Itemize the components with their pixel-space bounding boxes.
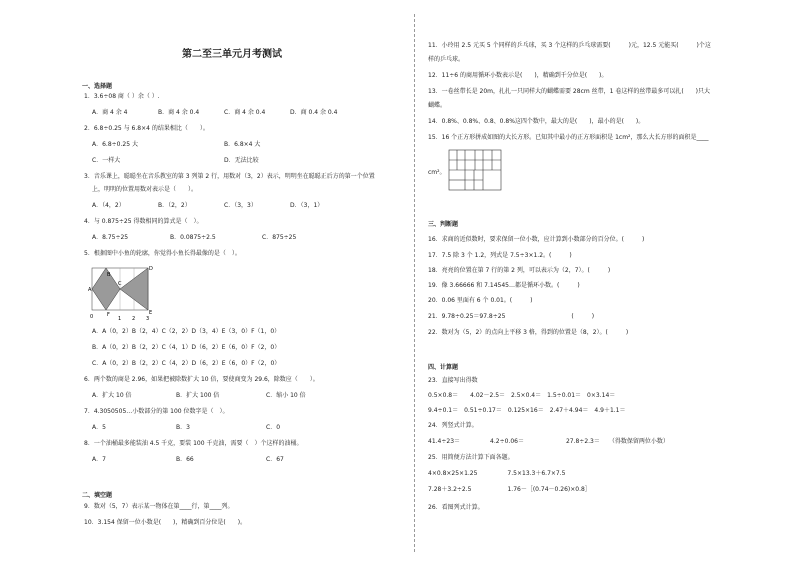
q1-c: C．商 4 余 0.4 (224, 109, 266, 116)
section-choice: 一、选择题 (82, 83, 113, 90)
right-column (418, 0, 794, 562)
q2-d: D．无法比较 (224, 157, 259, 164)
q8-b: B．66 (176, 456, 194, 463)
q11-line1: 11．小玲用 2.5 元买 5 个同样的乒乓球，买 3 个这样的乒乓球需要( )元，12.5 元能买( )个这 (428, 42, 711, 49)
q26: 26．看图列式计算。 (428, 504, 484, 511)
q5: 5．根据图中小鱼的轮廓，你觉得小鱼长得最像的是（ ）。 (84, 250, 241, 257)
q7: 7．4.3050505…小数部分的第 100 位数字是（ ）。 (84, 408, 229, 415)
q8-c: C．67 (266, 456, 284, 463)
tick-2: 2 (132, 316, 136, 322)
q18: 18．亮亮的位置在第 7 行的第 2 列，可以表示为（2，7）。( ) (428, 267, 611, 274)
q1-b: B．商 4 余 0.4 (158, 109, 200, 116)
column-divider (414, 14, 415, 552)
q12: 12．11÷6 的商用循环小数表示是( )，精确到千分位是( )。 (428, 72, 608, 79)
q9: 9．数对（5，7）表示某一物体在第____行，第____列。 (84, 503, 234, 510)
q2-a: A．6.8÷0.25 大 (92, 141, 138, 148)
label-d: D (149, 266, 153, 272)
q3-b: B．（2，2） (158, 202, 191, 209)
q22: 22．数对为（5，2）的点向上平移 3 格，得到的位置是（8，2）。( ) (428, 329, 629, 336)
label-e: E (149, 310, 153, 316)
q14: 14．0.8%、0.8%、0.8、0.8%这四个数中，最大的是( )，最小的是( )。 (428, 118, 645, 125)
q8: 8．一个油桶最多能装油 4.5 千克，要装 100 千克油，需要（ ）个这样的油桶。 (84, 440, 303, 447)
q8-a: A．7 (92, 456, 106, 463)
q21: 21．9.78÷0.25＝97.8÷25 ( ) (428, 313, 595, 320)
q6: 6．两个数的商是 2.96，如果把被除数扩大 10 倍，要使商变为 29.6，除数应（ ）。 (84, 376, 319, 383)
tick-3: 3 (146, 316, 150, 322)
label-b: B (107, 272, 111, 278)
q7-a: A．5 (92, 424, 106, 431)
q13-line1: 13．一卷丝带长是 20m，扎扎一只同样大的蝴蝶需要 28cm 丝带，1 卷这样的丝带最多可以扎( )只大 (428, 88, 711, 95)
q5-b: B．A（0，2）B（2，2）C（4，1）D（6，2）E（6，0）F（2，0） (92, 344, 281, 351)
q23-row1: 0.5×0.8＝ 4.02－2.5＝ 2.5×0.4＝ 1.5÷0.01＝ 0×3.14＝ (428, 392, 616, 399)
q10: 10．3.154 保留一位小数是( )，精确到百分位是( )。 (84, 519, 247, 526)
q25-row1: 4×0.8×25×1.25 7.5×13.3＋6.7×7.5 (428, 470, 566, 477)
page-title: 第二至三单元月考测试 (182, 49, 282, 60)
q2-b: B．6.8×4 大 (224, 141, 261, 148)
q15-line2: cm²。 (428, 169, 446, 176)
q3-a: A．（4，2） (92, 202, 125, 209)
fish-figure (88, 264, 158, 322)
q5-c: C．A（0，2）B（2，2）C（4，2）D（6，2）E（6，0）F（2，0） (92, 360, 281, 367)
q1-d: D．商 0.4 余 0.4 (290, 109, 338, 116)
q6-b: B．扩大 100 倍 (176, 392, 220, 399)
q11-line2: 样的乒乓球。 (428, 56, 465, 63)
q19: 19．像 3.66666 和 7.14545…都是循环小数。( ) (428, 282, 580, 289)
q20: 20．0.06 里面有 6 个 0.01。( ) (428, 297, 533, 304)
q24: 24．列竖式计算。 (428, 422, 478, 429)
q1: 1．3.6÷08 商（ ）余（ ）. (84, 93, 160, 100)
section-calc: 四、计算题 (428, 364, 459, 371)
q1-a: A．商 4 余 4 (92, 109, 128, 116)
label-f: F (107, 312, 110, 318)
label-c: C (118, 281, 122, 287)
q3-c: C．（3，3） (224, 202, 257, 209)
q7-c: C．0 (266, 424, 281, 431)
q3-d: D．（3，1） (290, 202, 324, 209)
q4: 4．与 0.875÷25 得数相同的算式是（ ）。 (84, 218, 203, 225)
q3-line1: 3．音乐课上，聪聪坐在音乐教室的第 3 列第 2 行，用数对（3，2）表示，明明坐在聪聪正后方的第一个位置 (84, 173, 375, 180)
q7-b: B．3 (176, 424, 190, 431)
label-a: A (88, 287, 92, 293)
section-judge: 三、判断题 (428, 221, 459, 228)
q23-row2: 9.4÷0.1＝ 0.51÷0.17＝ 0.125×16＝ 2.47＋4.94＝ 4.9＋1.1＝ (428, 407, 626, 414)
q15-line1: 15．16 个正方形拼成如图的大长方形。已知其中最小的正方形面积是 1cm²，那么大长方形的面积是____ (428, 134, 709, 141)
tick-0: 0 (90, 314, 94, 320)
q13-line2: 蝴蝶。 (428, 102, 447, 109)
section-fill: 二、填空题 (82, 492, 113, 499)
tick-1: 1 (118, 316, 122, 322)
q4-c: C．875÷25 (262, 234, 297, 241)
q17: 17．7.5 除 3 个 1.2，列式是 7.5÷3×1.2。( ) (428, 252, 572, 259)
q2-c: C．一样大 (92, 157, 121, 164)
q4-a: A．8.75÷25 (92, 234, 129, 241)
q23: 23．直接写出得数 (428, 377, 478, 384)
q24-row: 41.4÷23＝ 4.2÷0.06＝ 27.8÷2.3＝ （得数保留两位小数） (428, 438, 669, 445)
q5-a: A．A（0，2）B（2，4）C（2，2）D（3，4）E（3，0）F（1，0） (92, 328, 281, 335)
q6-a: A．扩大 10 倍 (92, 392, 132, 399)
q3-line2: 上，明明的位置用数对表示是（ ）。 (92, 186, 198, 193)
q6-c: C．缩小 10 倍 (266, 392, 306, 399)
q16: 16．求商的近似数时，要求保留一位小数，应计算到小数部分的百分位。( ) (428, 236, 645, 243)
rectangle-grid-figure (448, 149, 504, 193)
q25: 25．用简便方法计算下面各题。 (428, 454, 514, 461)
q4-b: B．0.0875÷2.5 (170, 234, 216, 241)
q2: 2．6.8÷0.25 与 6.8×4 的结果相比（ ）。 (84, 125, 209, 132)
q25-row2: 7.28＋3.2÷2.5 1.76－［(0.74－0.26)×0.8］ (428, 486, 591, 493)
